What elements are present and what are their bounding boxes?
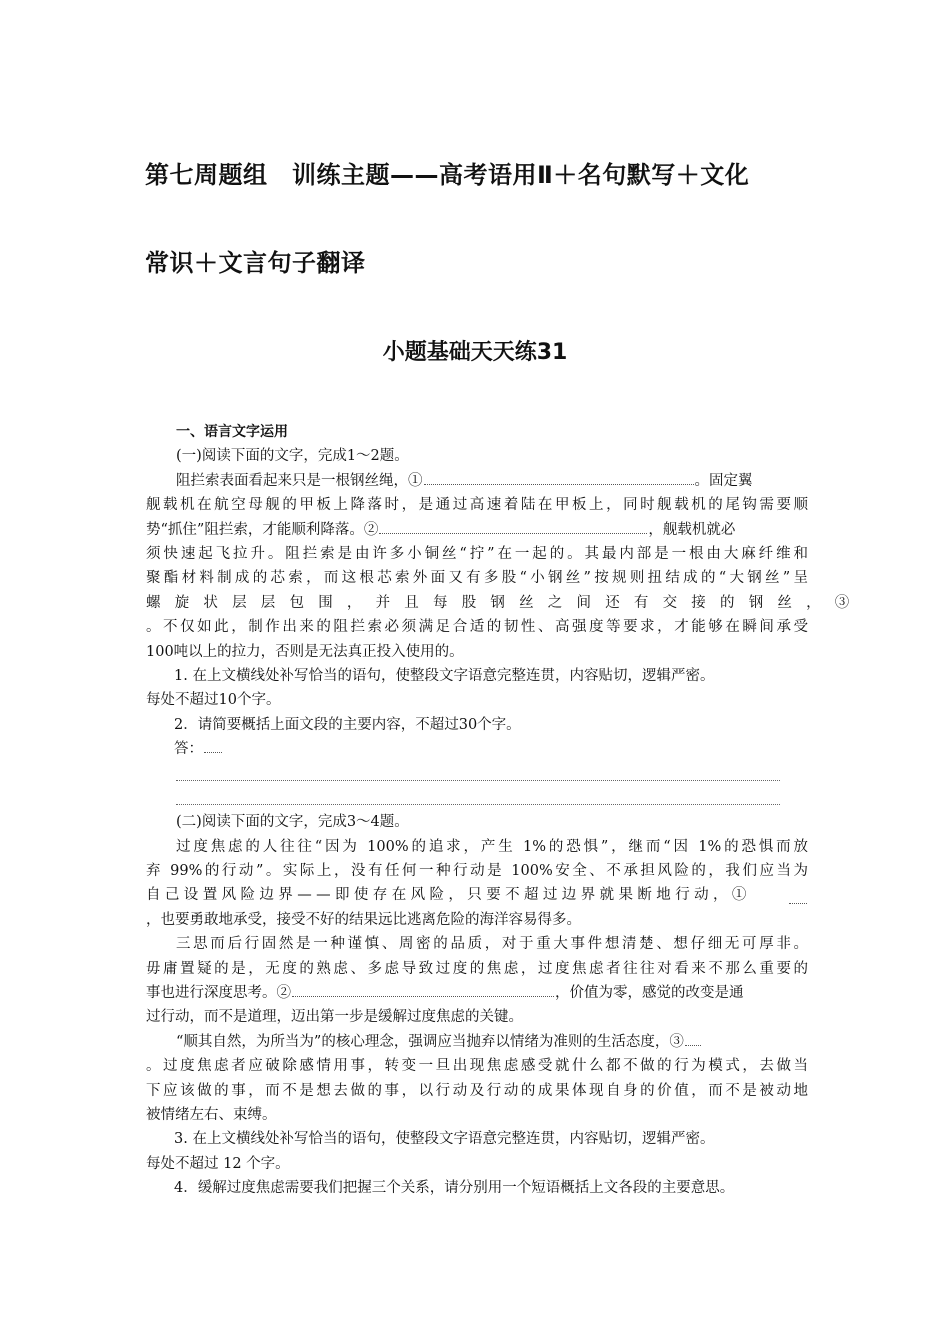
part2-para-line: 自己设置风险边界——即使存在风险，只要不超过边界就果断地行动，① [146, 883, 808, 907]
page-title-line-2: 常识＋文言句子翻译 [145, 249, 366, 277]
part2-para-line: 。过度焦虑者应破除感情用事，转变一旦出现焦虑感受就什么都不做的行为模式，去做当 [146, 1058, 808, 1075]
document-body [146, 420, 864, 1201]
part1-para-line: 100吨以上的拉力，否则是无法真正投入使用的。 [146, 643, 464, 660]
fill-blank-1[interactable] [424, 469, 694, 485]
part2-para-line: 下应该做的事，而不是想去做的事，以行动及行动的成果体现自身的价值，而不是被动地 [146, 1082, 808, 1099]
part2-para-line: ，也要勇敢地承受，接受不好的结果远比逃离危险的海洋容易得多。 [146, 911, 581, 928]
part2-para-line: “顺其自然，为所当为”的核心理念，强调应当抛弃以情绪为准则的生活态度，③ [146, 1030, 808, 1054]
question-4: 4．缓解过度焦虑需要我们把握三个关系，请分别用一个短语概括上文各段的主要意思。 [174, 1180, 735, 1197]
part1-para-line: 聚酯材料制成的芯索，而这根芯索外面又有多股“小钢丝”按规则扭结成的“大钢丝”呈 [146, 570, 808, 587]
part1-para-line: 舰载机在航空母舰的甲板上降落时，是通过高速着陆在甲板上，同时舰载机的尾钩需要顺 [146, 497, 808, 514]
part2-para-line: 三思而后行固然是一种谨慎、周密的品质，对于重大事件想清楚、想仔细无可厚非。 [176, 936, 808, 953]
part1-para-line: 须快速起飞拉升。阻拦索是由许多小铜丝“拧”在一起的。其最内部是一根由大麻纤维和 [146, 545, 808, 562]
question-1-limit: 每处不超过10个字。 [146, 692, 281, 709]
question-1: 1. 在上文横线处补写恰当的语句，使整段文字语意完整连贯，内容贴切，逻辑严密。 [174, 667, 715, 684]
question-2: 2．请简要概括上面文段的主要内容，不超过30个字。 [174, 716, 521, 733]
answer-line: 答： [146, 737, 808, 761]
question-3: 3. 在上文横线处补写恰当的语句，使整段文字语意完整连贯，内容贴切，逻辑严密。 [174, 1131, 715, 1148]
part2-para-line: 过度焦虑的人往往“因为 100%的追求，产生 1%的恐惧”，继而“因 1%的恐惧而放 [176, 838, 808, 855]
part2-para-line: 弃 99%的行动”。实际上，没有任何一种行动是 100%安全、不承担风险的，我们应当为 [146, 863, 808, 880]
answer-writing-line[interactable] [146, 761, 808, 785]
part1-intro: (一)阅读下面的文字，完成1～2题。 [176, 448, 409, 465]
part2-para-line: 毋庸置疑的是，无度的熟虑、多虑导致过度的焦虑，过度焦虑者往往对看来不那么重要的 [146, 960, 808, 977]
answer-blank[interactable] [204, 737, 222, 753]
part1-para-line: 阻拦索表面看起来只是一根钢丝绳，① 。固定翼 [146, 469, 808, 493]
part2-para-line: 事也进行深度思考。② ，价值为零，感觉的改变是通 [146, 981, 808, 1005]
section-heading: 一、语言文字运用 [176, 424, 288, 440]
fill-blank-2[interactable] [379, 518, 647, 534]
exercise-subtitle: 小题基础天天练31 [382, 340, 568, 365]
question-3-limit: 每处不超过 12 个字。 [146, 1155, 290, 1172]
part2-intro: (二)阅读下面的文字，完成3～4题。 [176, 814, 409, 831]
fill-blank-1[interactable] [789, 888, 807, 904]
page-title-line-1: 第七周题组 训练主题——高考语用Ⅱ＋名句默写＋文化 [145, 161, 750, 189]
part2-para-line: 被情绪左右、束缚。 [146, 1106, 277, 1123]
part1-para-line: 螺旋状层层包围，并且每股钢丝之间还有交接的钢丝，③ [146, 594, 864, 611]
fill-blank-2[interactable] [292, 981, 554, 997]
answer-writing-line[interactable] [146, 786, 808, 810]
part2-para-line: 过行动，而不是道理，迈出第一步是缓解过度焦虑的关键。 [146, 1009, 523, 1026]
part1-para-line: 势“抓住”阻拦索，才能顺利降落。② ，舰载机就必 [146, 518, 808, 542]
part1-para-line: 。不仅如此，制作出来的阻拦索必须满足合适的韧性、高强度等要求，才能够在瞬间承受 [146, 619, 808, 636]
fill-blank-3[interactable] [685, 1030, 701, 1046]
